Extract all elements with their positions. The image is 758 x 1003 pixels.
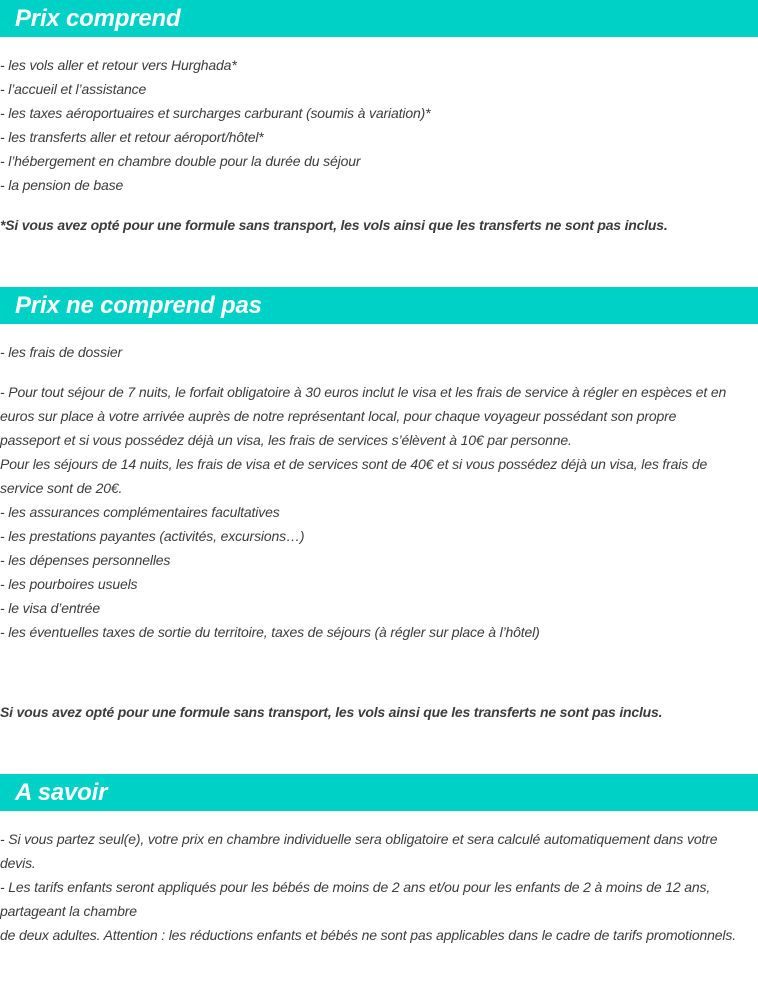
list-item: - l’accueil et l’assistance	[0, 81, 147, 97]
visa-text-line: passeport et si vous possédez déjà un visa, les frais de services s’élèvent à 10€ par personne.	[0, 432, 572, 448]
list-item: - le visa d’entrée	[0, 600, 101, 616]
excluded-header	[0, 287, 758, 324]
info-text-line: - Si vous partez seul(e), votre prix en chambre individuelle sera obligatoire et sera calculé automatiquement dans votre	[0, 831, 718, 847]
info-text-line: partageant la chambre	[0, 903, 137, 919]
visa-text-line: - Pour tout séjour de 7 nuits, le forfait obligatoire à 30 euros inclut le visa et les frais de service à régler en espèces et en	[0, 384, 727, 400]
info-list	[0, 827, 736, 947]
list-item: - les éventuelles taxes de sortie du territoire, taxes de séjours (à régler sur place à l’hôtel)	[0, 624, 540, 640]
info-header	[0, 774, 758, 811]
visa-text-line: service sont de 20€.	[0, 480, 123, 496]
fees-item: - les frais de dossier	[0, 344, 122, 360]
list-item: - les taxes aéroportuaires et surcharges carburant (soumis à variation)*	[0, 105, 431, 121]
info-text-line: devis.	[0, 855, 36, 871]
list-item: - les vols aller et retour vers Hurghada*	[0, 57, 237, 73]
excluded-list	[0, 380, 726, 644]
list-item: - les transferts aller et retour aéroport/hôtel*	[0, 129, 264, 145]
list-item: - les pourboires usuels	[0, 576, 138, 592]
excluded-note: Si vous avez opté pour une formule sans transport, les vols ainsi que les transferts ne sont pas inclus.	[0, 704, 663, 720]
list-item: - les prestations payantes (activités, excursions…)	[0, 528, 305, 544]
list-item: - l’hébergement en chambre double pour la durée du séjour	[0, 153, 361, 169]
info-text-line: de deux adultes. Attention : les réductions enfants et bébés ne sont pas applicables dans le cadre de tarifs promotionnels.	[0, 927, 736, 943]
included-note: *Si vous avez opté pour une formule sans transport, les vols ainsi que les transferts ne sont pas inclus.	[0, 217, 668, 233]
info-title: A savoir	[15, 778, 108, 806]
included-header	[0, 0, 758, 37]
visa-text-line: euros sur place à votre arrivée auprès de notre représentant local, pour chaque voyageur possédant son propre	[0, 408, 677, 424]
included-title: Prix comprend	[15, 4, 181, 32]
info-text-line: - Les tarifs enfants seront appliqués pour les bébés de moins de 2 ans et/ou pour les enfants de 2 à moins de 12 ans,	[0, 879, 711, 895]
list-item: - la pension de base	[0, 177, 124, 193]
included-list	[0, 53, 430, 197]
excluded-title: Prix ne comprend pas	[15, 291, 262, 319]
visa-text-line: Pour les séjours de 14 nuits, les frais de visa et de services sont de 40€ et si vous possédez déjà un visa, les frais de	[0, 456, 708, 472]
list-item: - les dépenses personnelles	[0, 552, 171, 568]
list-item: - les assurances complémentaires facultatives	[0, 504, 280, 520]
